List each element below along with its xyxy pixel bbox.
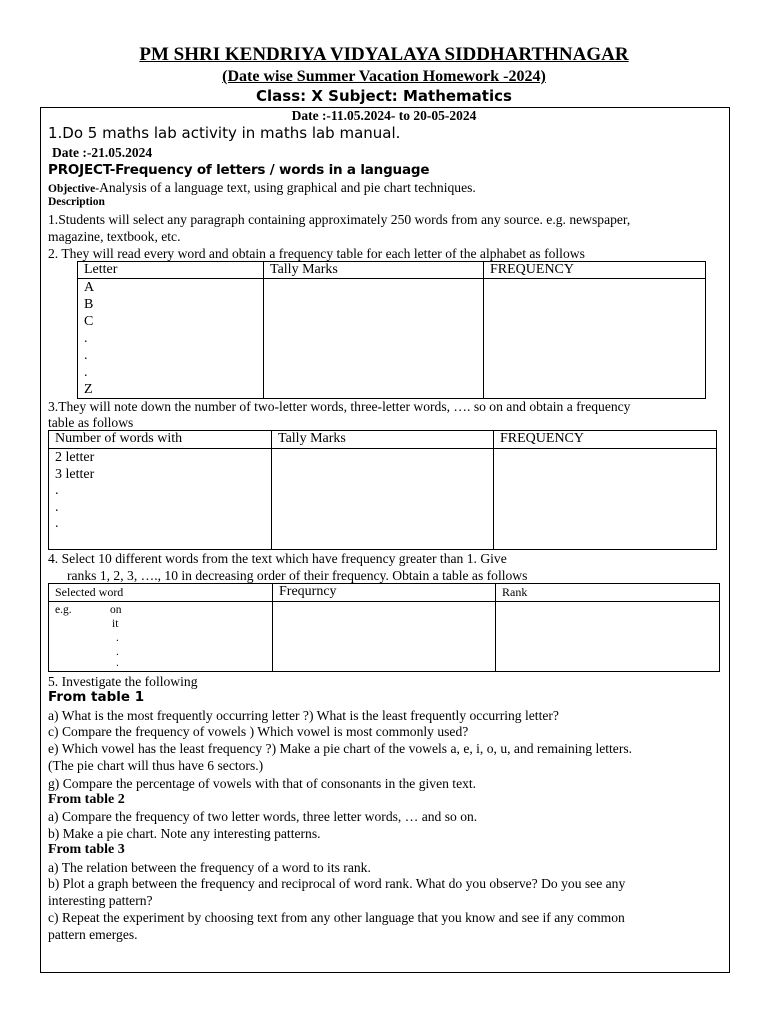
question-2b: b) Make a pie chart. Note any interesting patterns. — [48, 826, 321, 841]
table2-row-label: 3 letter — [55, 466, 95, 482]
question-1e-line-2: (The pie chart will thus have 6 sectors.) — [48, 758, 264, 773]
table3-word: it — [112, 618, 119, 630]
table2-header-frequency: FREQUENCY — [494, 431, 717, 449]
step-4-line-1: 4. Select 10 different words from the text which have frequency greater than 1. Give — [48, 551, 507, 566]
table2-row-label: . — [55, 516, 59, 531]
step-1-line-1: 1.Students will select any paragraph containing approximately 250 words from any source. e.g. newspaper, — [48, 212, 631, 227]
step-4-line-2: ranks 1, 2, 3, …., 10 in decreasing order of their frequency. Obtain a table as follows — [67, 568, 528, 583]
table2-rows-cell — [49, 449, 272, 550]
table2-row-label: 2 letter — [55, 450, 95, 465]
letter-frequency-table — [77, 261, 706, 399]
from-table-3: From table 3 — [48, 842, 125, 857]
table1-letters-cell — [78, 279, 264, 399]
table3-word: . — [116, 632, 119, 644]
homework-subtitle: (Date wise Summer Vacation Homework -2024) — [222, 68, 546, 85]
table1-letter: B — [84, 297, 94, 312]
task-1: 1.Do 5 maths lab activity in maths lab manual. — [48, 124, 401, 142]
table2-header-tally: Tally Marks — [272, 431, 494, 449]
objective-text: Analysis of a language text, using graphical and pie chart techniques. — [99, 180, 476, 195]
table3-header-rank: Rank — [496, 584, 720, 602]
table1-letter: Z — [84, 382, 93, 397]
table3-word: . — [116, 657, 119, 669]
table1-letter: . — [84, 331, 88, 346]
table3-words-cell — [49, 602, 273, 672]
table2-frequency-cell — [494, 449, 717, 550]
table2-row-label: . — [55, 499, 59, 515]
question-1e-line-1: e) Which vowel has the least frequency ?) Make a pie chart of the vowels a, e, i, o, u, and remaining letters. — [48, 741, 633, 756]
question-3c-line-1: c) Repeat the experiment by choosing text from any other language that you know and see if any common — [48, 910, 625, 925]
table2-header-words: Number of words with — [49, 431, 272, 449]
question-1a: a) What is the most frequently occurring letter ?) What is the least frequently occurring letter? — [48, 708, 559, 723]
table3-eg: e.g. — [55, 604, 72, 616]
question-3b-line-2: interesting pattern? — [48, 893, 153, 908]
date-range: Date :-11.05.2024- to 20-05-2024 — [291, 108, 477, 123]
step-3-line-1: 3.They will note down the number of two-letter words, three-letter words, …. so on and obtain a frequency — [48, 399, 631, 414]
from-table-1: From table 1 — [48, 689, 145, 705]
project-title: PROJECT-Frequency of letters / words in a language — [48, 162, 430, 178]
objective-label: Objective- — [48, 183, 100, 195]
date-2: Date :-21.05.2024 — [52, 145, 153, 160]
table1-letter: C — [84, 314, 94, 329]
table3-header-frequency: Frequrncy — [273, 584, 496, 602]
table2-tally-cell — [272, 449, 494, 550]
table3-rank-cell — [496, 602, 720, 672]
step-1-line-2: magazine, textbook, etc. — [48, 229, 181, 244]
question-2a: a) Compare the frequency of two letter words, three letter words, … and so on. — [48, 809, 478, 824]
question-1g: g) Compare the percentage of vowels with that of consonants in the given text. — [48, 776, 477, 791]
table3-frequency-cell — [273, 602, 496, 672]
class-subject: Class: X Subject: Mathematics — [256, 87, 512, 105]
question-3a: a) The relation between the frequency of a word to its rank. — [48, 860, 371, 875]
question-3b-line-1: b) Plot a graph between the frequency and reciprocal of word rank. What do you observe? Do you see any — [48, 876, 626, 891]
table1-header-letter: Letter — [78, 262, 264, 279]
table1-letter: . — [84, 365, 88, 380]
step-2: 2. They will read every word and obtain a frequency table for each letter of the alphabet as follows — [48, 246, 585, 261]
word-length-table — [48, 430, 717, 550]
from-table-2: From table 2 — [48, 792, 125, 807]
table3-word: . — [116, 646, 119, 658]
table1-frequency-cell — [484, 279, 706, 399]
table1-letter: . — [84, 348, 88, 363]
objective — [48, 180, 476, 196]
school-title: PM SHRI KENDRIYA VIDYALAYA SIDDHARTHNAGAR — [139, 44, 629, 65]
table2-row-label: . — [55, 483, 59, 498]
table3-word: on — [110, 604, 122, 616]
table1-tally-cell — [264, 279, 484, 399]
table1-header-frequency: FREQUENCY — [484, 262, 706, 279]
question-1c: c) Compare the frequency of vowels ) Which vowel is most commonly used? — [48, 724, 469, 739]
description-label: Description — [48, 196, 105, 208]
table3-header-word: Selected word — [49, 584, 273, 602]
step-3-line-2: table as follows — [48, 415, 134, 430]
table1-letter: A — [84, 280, 95, 295]
question-3c-line-2: pattern emerges. — [48, 927, 138, 942]
table1-header-tally: Tally Marks — [264, 262, 484, 279]
word-rank-table — [48, 583, 720, 672]
step-5: 5. Investigate the following — [48, 674, 198, 689]
